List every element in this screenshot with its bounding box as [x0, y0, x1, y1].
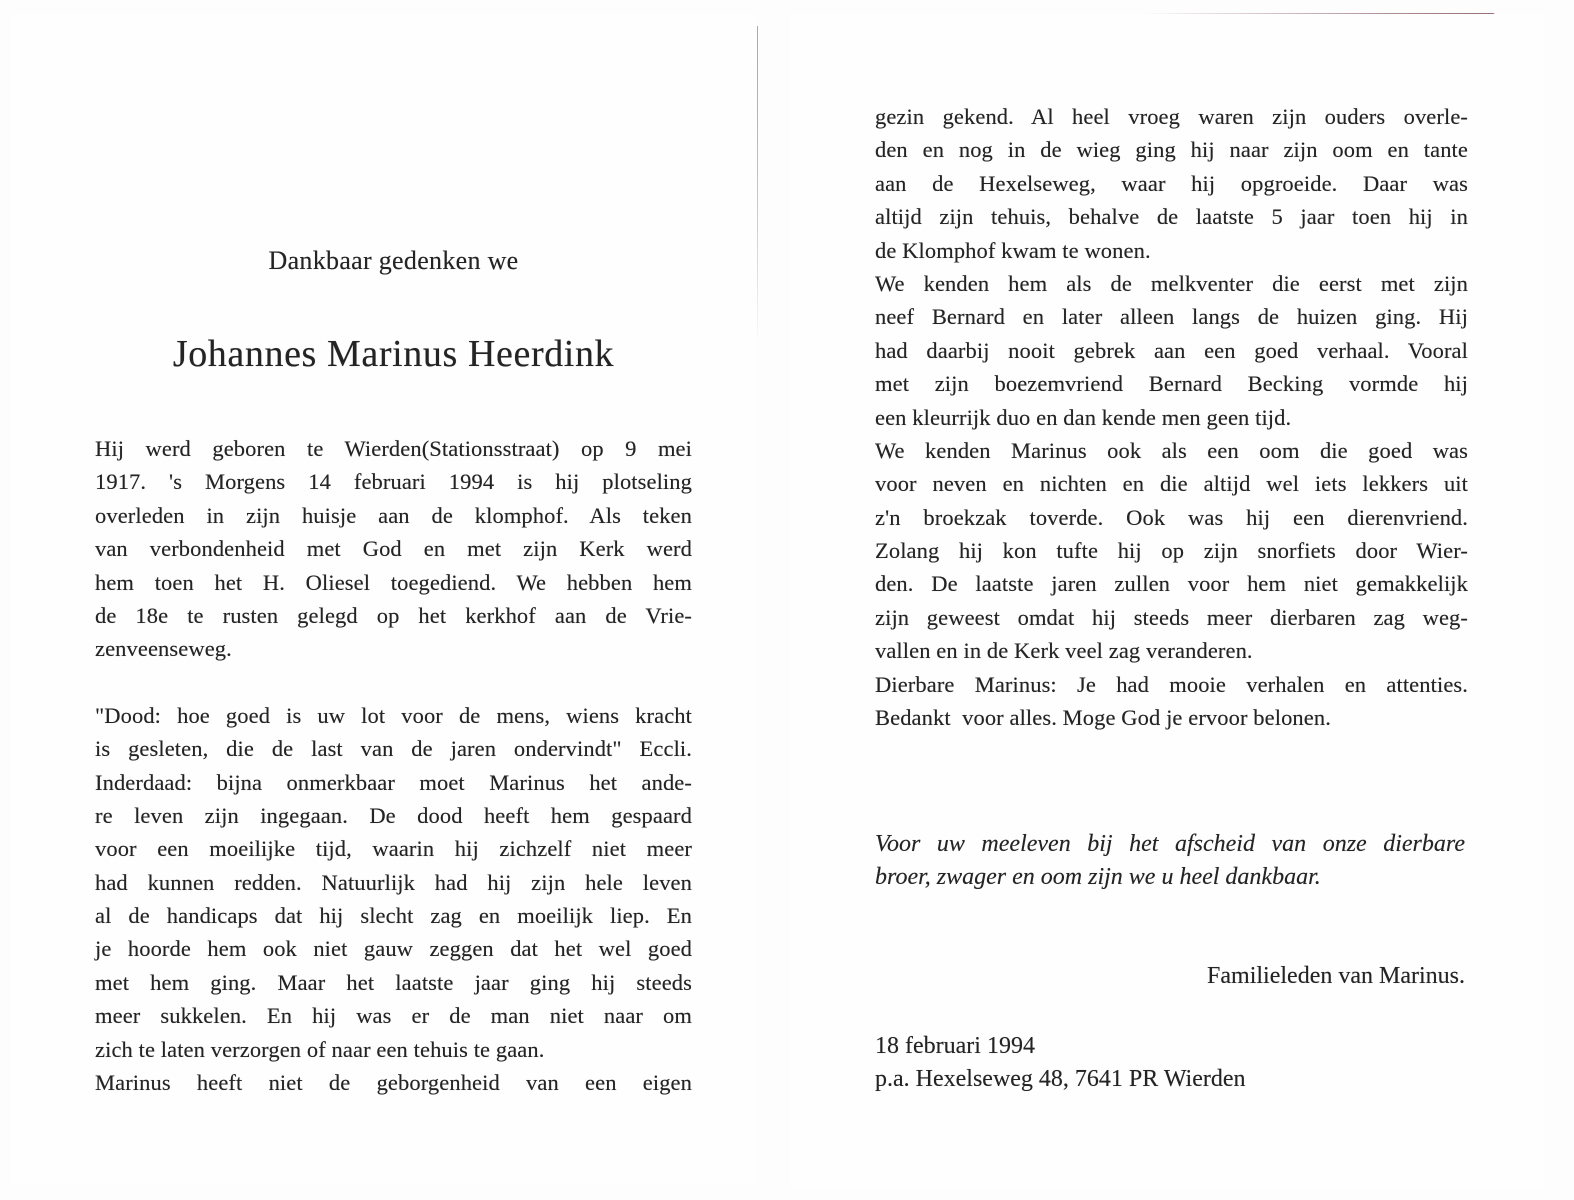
text-line: al de handicaps dat hij slecht zag en moeilijk liep. En — [95, 903, 692, 929]
paragraph — [875, 434, 1468, 668]
paragraph — [875, 100, 1468, 267]
text-line: aan de Hexelseweg, waar hij opgroeide. Daar was — [875, 170, 1468, 196]
deceased-name: Johannes Marinus Heerdink — [172, 333, 615, 375]
text-line: is gesleten, die de last van de jaren ondervindt" Eccli. — [95, 736, 692, 762]
date-address-block — [875, 1030, 1465, 1097]
text-line: Voor uw meeleven bij het afscheid van onze dierbare — [875, 831, 1465, 857]
text-line: vallen en in de Kerk veel zag veranderen. — [875, 638, 1253, 664]
date-line: 18 februari 1994 — [875, 1033, 1035, 1059]
text-line: een kleurrijk duo en dan kende men geen tijd. — [875, 404, 1292, 430]
dedication-line: Dankbaar gedenken we — [268, 246, 519, 275]
text-line: zenveenseweg. — [95, 636, 232, 662]
signature-line: Familieleden van Marinus. — [1207, 963, 1465, 989]
paragraph — [875, 668, 1468, 735]
paragraph — [95, 699, 692, 1066]
text-line: gezin gekend. Al heel vroeg waren zijn ouders overle- — [875, 104, 1468, 129]
text-line: Hij werd geboren te Wierden(Stationsstraat) op 9 mei — [95, 436, 692, 461]
text-line: je hoorde hem ook niet gauw zeggen dat het wel goed — [95, 936, 692, 962]
paragraph — [875, 267, 1468, 434]
acknowledgement-text — [875, 828, 1465, 895]
text-line: Zolang hij kon tufte hij op zijn snorfiets door Wier- — [875, 538, 1468, 564]
text-line: hem toen het H. Oliesel toegediend. We hebben hem — [95, 569, 692, 595]
text-line: voor een moeilijke tijd, waarin hij zichzelf niet meer — [95, 836, 692, 862]
text-line: 1917. 's Morgens 14 februari 1994 is hij plotseling — [95, 469, 692, 495]
text-line: Bedankt voor alles. Moge God je ervoor belonen. — [875, 705, 1331, 731]
text-line: de Klomphof kwam te wonen. — [875, 237, 1151, 263]
text-line: We kenden Marinus ook als een oom die goed was — [875, 437, 1468, 463]
text-line: altijd zijn tehuis, behalve de laatste 5 jaar toen hij in — [875, 204, 1468, 230]
text-line: re leven zijn ingegaan. De dood heeft hem gespaard — [95, 802, 692, 828]
text-line: had kunnen redden. Natuurlijk had hij zijn hele leven — [95, 869, 692, 895]
text-line: We kenden hem als de melkventer die eerst met zijn — [875, 270, 1468, 296]
text-line: den en nog in de wieg ging hij naar zijn oom en tante — [875, 137, 1468, 163]
paragraph — [95, 432, 692, 666]
address-line: p.a. Hexelseweg 48, 7641 PR Wierden — [875, 1066, 1246, 1093]
right-page-body — [875, 100, 1468, 734]
text-line: meer sukkelen. En hij was er de man niet naar om — [95, 1003, 692, 1029]
text-line: voor neven en nichten en die altijd wel iets lekkers uit — [875, 471, 1468, 497]
text-line: zijn geweest omdat hij steeds meer dierbaren zag weg- — [875, 604, 1468, 630]
text-line: broer, zwager en oom zijn we u heel dankbaar. — [875, 864, 1321, 891]
card-page-left — [10, 14, 757, 1184]
text-line: met zijn boezemvriend Bernard Becking vormde hij — [875, 371, 1468, 397]
card-page-right — [790, 14, 1545, 1190]
text-line: Dierbare Marinus: Je had mooie verhalen en attenties. — [875, 671, 1468, 697]
text-line: met hem ging. Maar het laatste jaar ging hij steeds — [95, 969, 692, 995]
text-line: de 18e te rusten gelegd op het kerkhof aan de Vrie- — [95, 602, 692, 628]
left-page-body — [95, 432, 692, 1099]
text-line: van verbondenheid met God en met zijn Kerk werd — [95, 536, 692, 562]
paragraph — [95, 1066, 692, 1099]
text-line: overleden in zijn huisje aan de klomphof. Als teken — [95, 502, 692, 528]
text-line: z'n broekzak toverde. Ook was hij een dierenvriend. — [875, 504, 1468, 530]
text-line: Inderdaad: bijna onmerkbaar moet Marinus het ande- — [95, 769, 692, 795]
text-line: Marinus heeft niet de geborgenheid van een eigen — [95, 1070, 692, 1096]
text-line: zich te laten verzorgen of naar een tehuis te gaan. — [95, 1036, 545, 1062]
paragraph — [875, 828, 1465, 895]
text-line: den. De laatste jaren zullen voor hem niet gemakkelijk — [875, 571, 1468, 597]
text-line: neef Bernard en later alleen langs de huizen ging. Hij — [875, 304, 1468, 330]
text-line: "Dood: hoe goed is uw lot voor de mens, wiens kracht — [95, 702, 692, 728]
text-line: had daarbij nooit gebrek aan een goed verhaal. Vooral — [875, 337, 1468, 363]
